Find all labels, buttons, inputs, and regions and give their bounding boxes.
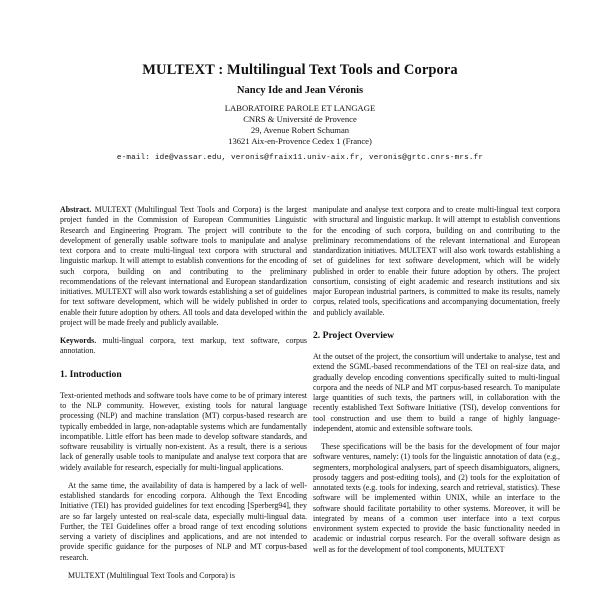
affiliation-line: 13621 Aix-en-Provence Cedex 1 (France) bbox=[228, 136, 372, 146]
body-paragraph: At the outset of the project, the consortium will undertake to analyse, test and extend the SGML-based recommendations of the TEI on real-size data, and gradually develop encoding conventions specifically suited to multi-lingual corpora and the needs of NLP and MT corpus-based research. To manipulate large quantities of such texts, the partners will, in collaboration with the recently established Text Software Initiative (TSI), develop conventions for tool construction and use them to build a range of highly language-independent, atomic and extensible software tools. bbox=[313, 352, 560, 433]
keywords-paragraph bbox=[60, 336, 307, 357]
right-column bbox=[313, 205, 560, 563]
body-paragraph: MULTEXT (Multilingual Text Tools and Corpora) is bbox=[68, 570, 235, 580]
body-paragraph: manipulate and analyse text corpora and to create multi-lingual text corpora with structural and linguistic markup. It will attempt to establish conventions for the encoding of such corpora, building on and contributing to the preliminary recommendations of the relevant international and European standardization initiatives. MULTEXT will also work towards establishing a set of guidelines for text software development, which will be widely published in order to enable their future adoption by others. The project consortium, consisting of eight academic and research institutions and six major European industrial partners, is committed to make its results, namely corpus, related tools, specifications and accompanying documentation, freely and publicly available. bbox=[313, 205, 560, 317]
paper-header bbox=[0, 0, 600, 162]
affiliation-line: LABORATOIRE PAROLE ET LANGAGE bbox=[224, 103, 376, 113]
body-paragraph: These specifications will be the basis for the development of four major software ventures, namely: (1) tools for the linguistic annotation of data (e.g., segmenters, morphological analysers, part of speech disambiguators, aligners, prosody taggers and post-editing tools), and (2) tools for the exploitation of annotated texts (e.g. tools for indexing, search and retrieval, statistics). These software will be implemented within UNIX, while an interface to the software should facilitate portability to other systems. Moreover, it will be integrated by means of a common user interface into a text corpus environment system expected to provide the basic functionality needed in academic or industrial corpus research. For the overall software design as well as for the development of tool components, MULTEXT bbox=[313, 442, 560, 554]
keywords-label: Keywords. bbox=[60, 336, 97, 345]
left-column bbox=[60, 205, 307, 589]
abstract-text: MULTEXT (Multilingual Text Tools and Corpora) is the largest project funded in the Commission of European Communities Linguistic Research and Engineering Program. The project will contribute to the development of generally usable software tools to manipulate and analyse text corpora and to create multi-lingual text corpora with structural and linguistic markup. It will attempt to establish conventions for the encoding of such corpora, building on and contributing to the preliminary recommendations of the relevant international and European standardization initiatives. MULTEXT will also work towards establishing a set of guidelines for text software development, which will be widely published in order to enable their future adoption by others. All tools and data developed within the project will be made freely and publicly available. bbox=[60, 205, 307, 327]
body-paragraph: Text-oriented methods and software tools have come to be of primary interest to the NLP community. However, existing tools for natural language processing (NLP) and machine translation (MT) corpus-based research are typically embedded in large, non-adaptable systems which are fundamentally incompatible. Little effort has been made to develop software standards, and software reusability is virtually non-existent. As a result, there is a serious lack of generally usable tools to manipulate and analyse text corpora that are widely available for research, especially for multi-lingual applications. bbox=[60, 390, 307, 472]
affiliation-line: 29, Avenue Robert Schuman bbox=[250, 125, 350, 135]
abstract-label: Abstract. bbox=[60, 205, 92, 214]
section-heading-introduction: 1. Introduction bbox=[60, 368, 122, 380]
section-heading-project-overview: 2. Project Overview bbox=[313, 329, 395, 341]
keywords-text: multi-lingual corpora, text markup, text software, corpus annotation. bbox=[60, 336, 307, 356]
paper-title: MULTEXT : Multilingual Text Tools and Corpora bbox=[142, 62, 458, 78]
body-paragraph: At the same time, the availability of data is hampered by a lack of well-established standards for encoding corpora. Although the Text Encoding Initiative (TEI) has provided guidelines for text encoding [Sperberg94], they are so far largely untested on real-scale data, especially multi-lingual data. Further, the TEI Guidelines offer a broad range of text encoding solutions serving a variety of disciplines and applications, and are not intended to provide specific guidance for the purposes of NLP and MT corpus-based research. bbox=[60, 480, 307, 562]
paper-authors: Nancy Ide and Jean Véronis bbox=[236, 85, 364, 96]
affiliation-line: CNRS & Université de Provence bbox=[243, 114, 357, 124]
abstract-paragraph bbox=[60, 205, 307, 328]
affiliation-block bbox=[0, 103, 600, 147]
email-line: e-mail: ide@vassar.edu, veronis@fraix11.univ-aix.fr, veronis@grtc.cnrs-mrs.fr bbox=[116, 154, 484, 162]
